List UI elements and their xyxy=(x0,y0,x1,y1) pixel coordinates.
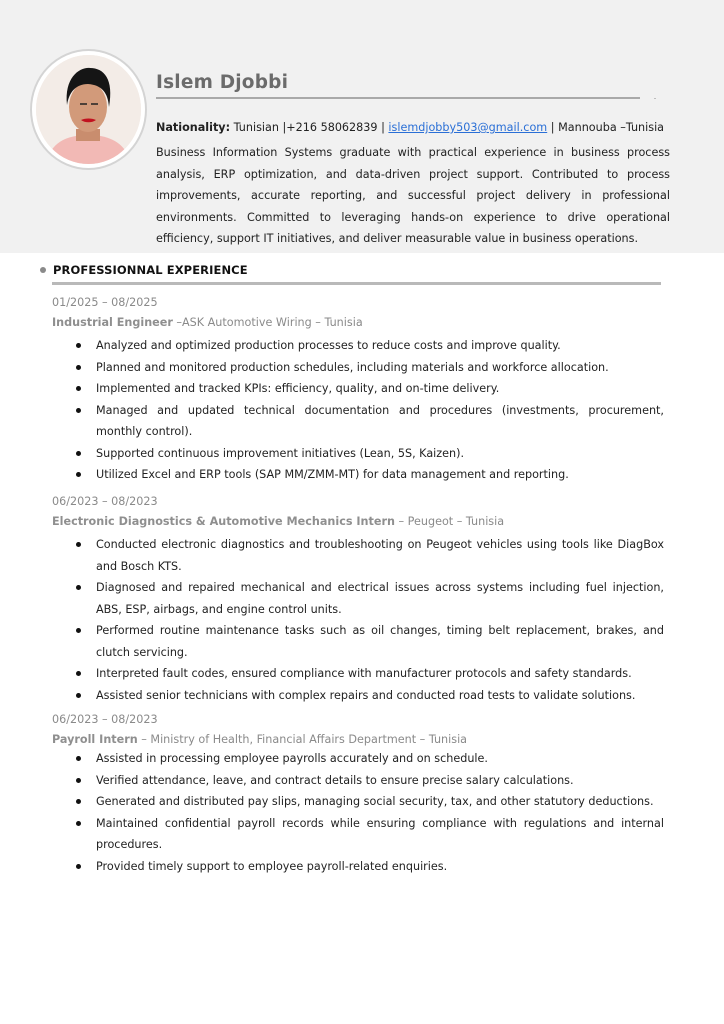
bullet-item: Interpreted fault codes, ensured compliance with manufacturer protocols and safety standards. xyxy=(52,663,664,685)
summary-line: environments. Committed to leveraging hands-on experience to drive operational xyxy=(156,210,670,224)
profile-summary xyxy=(156,142,670,250)
profile-photo xyxy=(36,55,141,164)
name-divider-end xyxy=(654,98,656,99)
candidate-name: Islem Djobbi xyxy=(156,72,289,93)
section-bullet-icon xyxy=(40,267,46,273)
experience-section-header xyxy=(40,263,248,277)
job-dates: 06/2023 – 08/2023 xyxy=(52,495,158,508)
job-organization: – Ministry of Health, Financial Affairs Department – Tunisia xyxy=(137,733,468,746)
job-title xyxy=(52,512,672,532)
job-title xyxy=(52,730,672,750)
bullet-item: Maintained confidential payroll records while ensuring compliance with regulations and internal procedures. xyxy=(52,813,664,856)
email-link[interactable]: islemdjobby503@gmail.com xyxy=(388,121,548,134)
job-role: Electronic Diagnostics & Automotive Mechanics Intern xyxy=(52,515,395,528)
job-dates: 01/2025 – 08/2025 xyxy=(52,296,158,309)
name-divider xyxy=(156,97,640,99)
bullet-item: Assisted senior technicians with complex repairs and conducted road tests to validate solutions. xyxy=(52,685,664,707)
summary-line: efficiency, support IT initiatives, and deliver measurable value in business operations. xyxy=(156,232,639,245)
job-organization: – Peugeot – Tunisia xyxy=(394,515,505,528)
job-entry xyxy=(52,492,672,706)
bullet-item: Diagnosed and repaired mechanical and electrical issues across systems including fuel injection, ABS, ESP, airbags, and engine control units. xyxy=(52,577,664,620)
bullet-item: Verified attendance, leave, and contract details to ensure precise salary calculations. xyxy=(52,770,664,792)
job-entry xyxy=(52,293,672,486)
bullet-item: Implemented and tracked KPIs: efficiency, quality, and on-time delivery. xyxy=(52,378,664,400)
bullet-item: Performed routine maintenance tasks such as oil changes, timing belt replacement, brakes, and clutch servicing. xyxy=(52,620,664,663)
summary-line: analysis, ERP optimization, and data-driven project support. Contributed to process xyxy=(156,167,670,181)
job-title xyxy=(52,313,672,333)
location: Mannouba –Tunisia xyxy=(558,121,665,134)
bullet-item: Analyzed and optimized production processes to reduce costs and improve quality. xyxy=(52,335,664,357)
job-organization: –ASK Automotive Wiring – Tunisia xyxy=(172,316,363,329)
separator: | xyxy=(377,121,389,134)
portrait-icon xyxy=(36,55,141,164)
section-divider xyxy=(52,282,661,285)
bullet-item: Conducted electronic diagnostics and troubleshooting on Peugeot vehicles using tools like DiagBox and Bosch KTS. xyxy=(52,534,664,577)
bullet-item: Generated and distributed pay slips, managing social security, tax, and other statutory deductions. xyxy=(52,791,664,813)
job-entry xyxy=(52,710,672,877)
bullet-item: Managed and updated technical documentation and procedures (investments, procurement, monthly control). xyxy=(52,400,664,443)
section-title: PROFESSIONNAL EXPERIENCE xyxy=(53,263,248,277)
bullet-item: Provided timely support to employee payroll-related enquiries. xyxy=(52,856,664,878)
separator: | xyxy=(547,121,559,134)
bullet-item: Utilized Excel and ERP tools (SAP MM/ZMM-MT) for data management and reporting. xyxy=(52,464,664,486)
phone-number: +216 58062839 xyxy=(286,121,378,134)
contact-line xyxy=(156,121,664,134)
summary-line: improvements, accurate reporting, and successful project delivery in professional xyxy=(156,189,670,202)
job-dates: 06/2023 – 08/2023 xyxy=(52,713,158,726)
separator: | xyxy=(278,121,287,134)
job-bullets xyxy=(52,534,672,706)
profile-photo-frame xyxy=(30,49,147,170)
job-bullets xyxy=(52,335,672,486)
bullet-item: Assisted in processing employee payrolls accurately and on schedule. xyxy=(52,748,664,770)
bullet-item: Supported continuous improvement initiatives (Lean, 5S, Kaizen). xyxy=(52,443,664,465)
summary-line: Business Information Systems graduate with practical experience in business process xyxy=(156,146,670,159)
bullet-item: Planned and monitored production schedules, including materials and workforce allocation. xyxy=(52,357,664,379)
job-role: Payroll Intern xyxy=(52,733,138,746)
nationality-value: Tunisian xyxy=(233,121,279,134)
job-role: Industrial Engineer xyxy=(52,316,173,329)
nationality-label: Nationality: xyxy=(156,121,231,134)
job-bullets xyxy=(52,748,672,877)
